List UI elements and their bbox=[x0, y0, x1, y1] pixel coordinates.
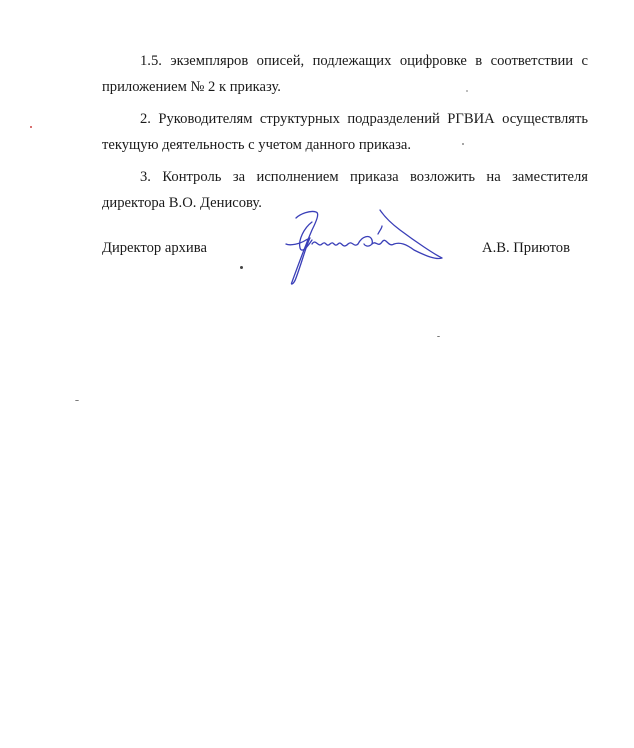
paragraph-item-1-5: 1.5. экземпляров описей, подлежащих оцифровке в соответствии с приложением № 2 к приказу. bbox=[102, 53, 588, 95]
signatory-name: А.В. Приютов bbox=[482, 240, 570, 256]
scan-speck bbox=[75, 400, 79, 401]
document-body bbox=[102, 48, 588, 222]
scan-speck bbox=[466, 90, 468, 92]
scan-speck bbox=[462, 143, 464, 145]
paragraph-item-2: 2. Руководителям структурных подразделений РГВИА осуществлять текущую деятельность с учетом данного приказа. bbox=[102, 111, 588, 153]
handwritten-signature bbox=[276, 200, 446, 292]
scan-speck bbox=[240, 266, 243, 269]
paragraph-item-3: 3. Контроль за исполнением приказа возложить на заместителя директора В.О. Денисову. bbox=[102, 169, 588, 211]
signatory-title: Директор архива bbox=[102, 240, 207, 256]
scan-speck bbox=[30, 126, 32, 128]
scan-speck bbox=[437, 336, 440, 337]
